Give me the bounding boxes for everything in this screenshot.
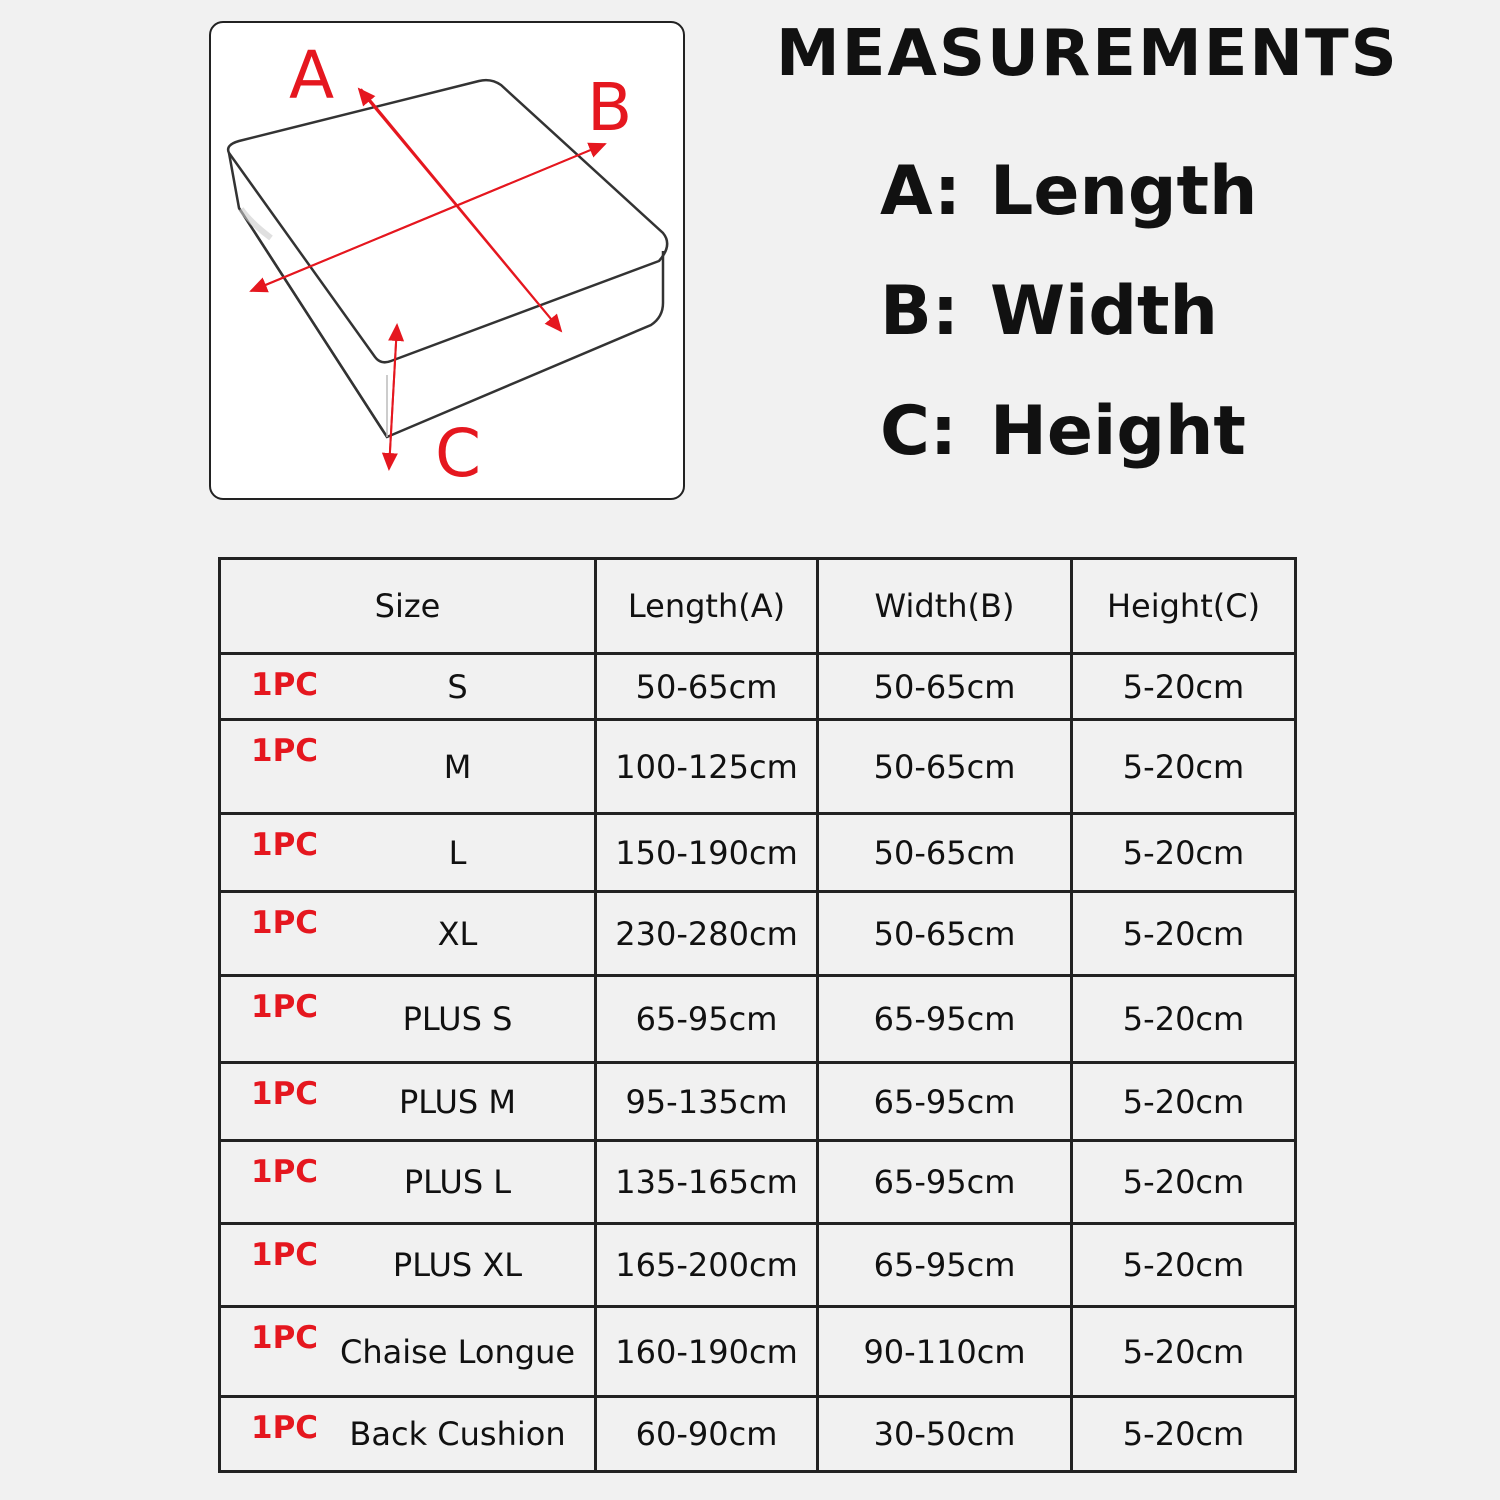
size-cell [220, 720, 596, 814]
table-row [220, 892, 1296, 976]
quantity-label: 1PC [251, 989, 319, 1025]
length-cell: 150-190cm [596, 814, 818, 892]
height-cell: 5-20cm [1072, 976, 1296, 1063]
header-size: Size [220, 559, 596, 654]
height-cell: 5-20cm [1072, 720, 1296, 814]
size-name: PLUS S [402, 1000, 513, 1038]
table-body [220, 654, 1296, 1472]
quantity-label: 1PC [251, 1154, 319, 1190]
width-cell: 65-95cm [818, 1141, 1072, 1224]
length-cell: 50-65cm [596, 654, 818, 720]
size-name: M [443, 747, 472, 786]
quantity-label: 1PC [251, 1410, 319, 1446]
width-cell: 65-95cm [818, 976, 1072, 1063]
table-row [220, 1141, 1296, 1224]
size-cell [220, 976, 596, 1063]
width-cell: 50-65cm [818, 720, 1072, 814]
table-row [220, 1397, 1296, 1472]
size-name: PLUS XL [392, 1246, 523, 1284]
quantity-label: 1PC [251, 827, 319, 863]
quantity-label: 1PC [251, 733, 319, 769]
size-cell [220, 1307, 596, 1397]
size-name: PLUS M [398, 1082, 517, 1121]
legend-name: Length [990, 152, 1258, 231]
width-cell: 65-95cm [818, 1063, 1072, 1141]
legend-height [880, 392, 1246, 471]
height-cell: 5-20cm [1072, 1063, 1296, 1141]
size-cell [220, 1397, 596, 1472]
quantity-label: 1PC [251, 1320, 319, 1356]
legend-key: A: [880, 152, 962, 231]
size-cell [220, 654, 596, 720]
size-cell [220, 892, 596, 976]
legend-key: B: [880, 272, 960, 351]
width-cell: 65-95cm [818, 1224, 1072, 1307]
label-a: A [289, 37, 335, 114]
length-cell: 100-125cm [596, 720, 818, 814]
quantity-label: 1PC [251, 1237, 319, 1273]
width-cell: 50-65cm [818, 654, 1072, 720]
size-name: L [448, 833, 467, 872]
size-name: S [447, 667, 468, 706]
height-cell: 5-20cm [1072, 814, 1296, 892]
label-c: C [435, 415, 482, 492]
width-cell: 50-65cm [818, 892, 1072, 976]
header-height: Height(C) [1072, 559, 1296, 654]
label-b: B [587, 69, 633, 146]
header-width: Width(B) [818, 559, 1072, 654]
width-cell: 90-110cm [818, 1307, 1072, 1397]
size-table [218, 557, 1297, 1473]
table-row [220, 720, 1296, 814]
height-cell: 5-20cm [1072, 1397, 1296, 1472]
legend-width [880, 272, 1218, 351]
length-cell: 95-135cm [596, 1063, 818, 1141]
length-cell: 60-90cm [596, 1397, 818, 1472]
table-row [220, 1063, 1296, 1141]
size-cell [220, 1063, 596, 1141]
length-cell: 165-200cm [596, 1224, 818, 1307]
quantity-label: 1PC [251, 905, 319, 941]
page-title: MEASUREMENTS [776, 17, 1399, 91]
length-cell: 65-95cm [596, 976, 818, 1063]
length-cell: 135-165cm [596, 1141, 818, 1224]
quantity-label: 1PC [251, 667, 319, 703]
length-cell: 160-190cm [596, 1307, 818, 1397]
size-cell [220, 1141, 596, 1224]
size-name: PLUS L [403, 1163, 512, 1201]
size-name: Chaise Longue [339, 1332, 576, 1371]
height-cell: 5-20cm [1072, 1307, 1296, 1397]
height-cell: 5-20cm [1072, 654, 1296, 720]
legend-key: C: [880, 392, 958, 471]
table-row [220, 814, 1296, 892]
quantity-label: 1PC [251, 1076, 319, 1112]
table-header-row [220, 559, 1296, 654]
length-cell: 230-280cm [596, 892, 818, 976]
size-name: Back Cushion [349, 1415, 566, 1453]
table-row [220, 1224, 1296, 1307]
width-cell: 30-50cm [818, 1397, 1072, 1472]
legend-name: Width [990, 272, 1218, 351]
cushion-diagram [209, 21, 685, 500]
table-row [220, 654, 1296, 720]
legend-name: Height [990, 392, 1246, 471]
table-row [220, 976, 1296, 1063]
height-cell: 5-20cm [1072, 1224, 1296, 1307]
table-row [220, 1307, 1296, 1397]
header-length: Length(A) [596, 559, 818, 654]
height-cell: 5-20cm [1072, 892, 1296, 976]
size-name: XL [437, 914, 478, 953]
size-cell [220, 814, 596, 892]
size-cell [220, 1224, 596, 1307]
legend-length [880, 152, 1258, 231]
height-cell: 5-20cm [1072, 1141, 1296, 1224]
width-cell: 50-65cm [818, 814, 1072, 892]
